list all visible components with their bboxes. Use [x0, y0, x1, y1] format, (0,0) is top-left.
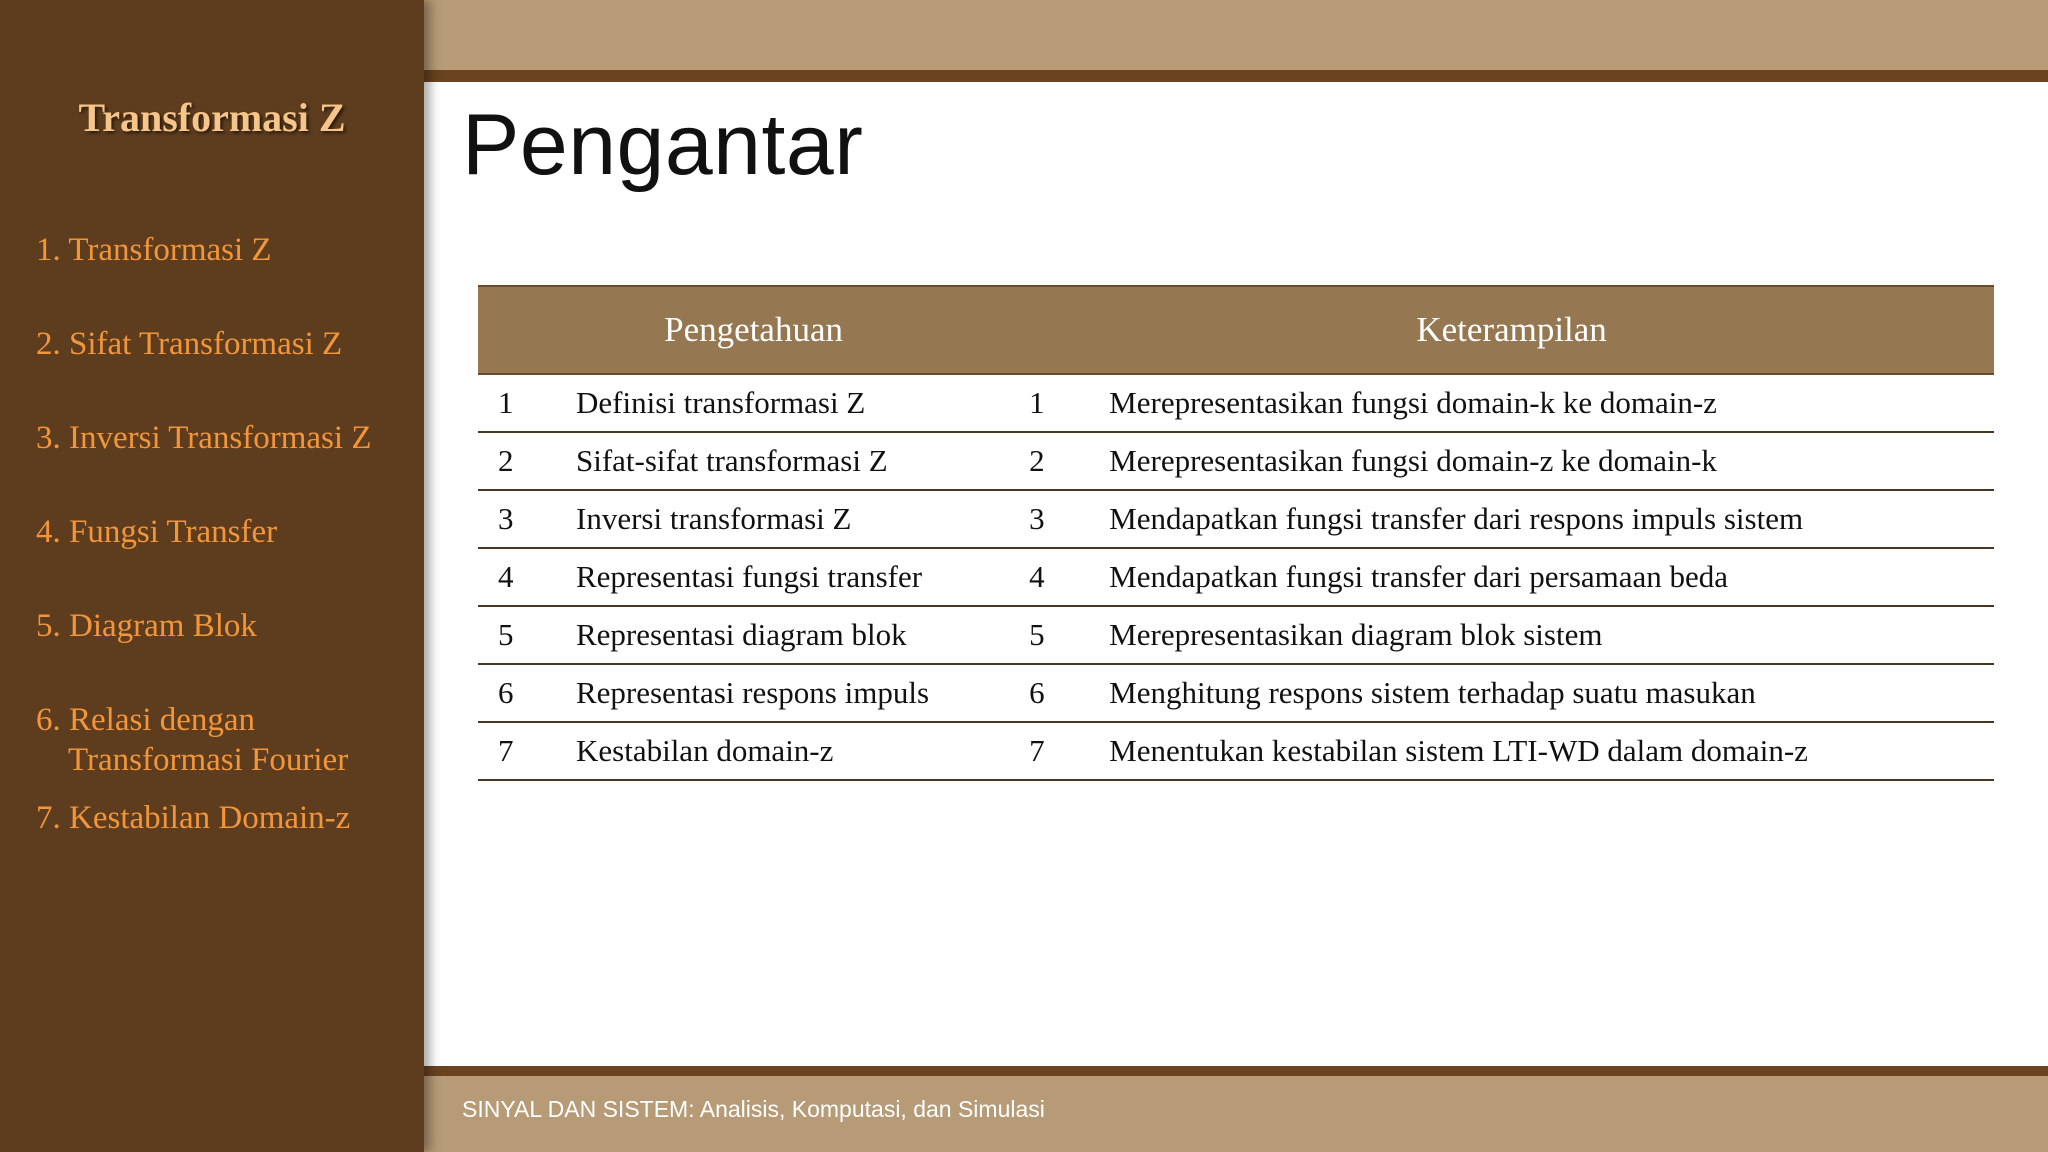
- sidebar-item-kestabilan-domain-z[interactable]: 7. Kestabilan Domain-z: [36, 800, 351, 836]
- page-title: Pengantar: [462, 97, 864, 193]
- table-row: 3 Inversi transformasi Z 3 Mendapatkan fungsi transfer dari respons impuls sistem: [478, 490, 1994, 548]
- table-row: 5 Representasi diagram blok 5 Merepresentasikan diagram blok sistem: [478, 606, 1994, 664]
- sidebar-item-sifat-transformasi-z[interactable]: 2. Sifat Transformasi Z: [36, 326, 343, 362]
- footer-text: SINYAL DAN SISTEM: Analisis, Komputasi, dan Simulasi: [462, 1096, 1045, 1122]
- sidebar-title: Transformasi Z: [78, 95, 346, 140]
- sidebar-item-diagram-blok[interactable]: 5. Diagram Blok: [36, 608, 257, 644]
- header-pengetahuan: Pengetahuan: [478, 286, 1029, 374]
- sidebar-item-fungsi-transfer[interactable]: 4. Fungsi Transfer: [36, 514, 278, 550]
- header-keterampilan: Keterampilan: [1029, 286, 1994, 374]
- table-row: 2 Sifat-sifat transformasi Z 2 Merepresentasikan fungsi domain-z ke domain-k: [478, 432, 1994, 490]
- sidebar: [0, 0, 424, 1152]
- sidebar-item-inversi-transformasi-z[interactable]: 3. Inversi Transformasi Z: [36, 420, 372, 456]
- table-row: 4 Representasi fungsi transfer 4 Mendapatkan fungsi transfer dari persamaan beda: [478, 548, 1994, 606]
- competency-table: [478, 285, 1994, 781]
- top-band: [424, 0, 2048, 70]
- table-row: 7 Kestabilan domain-z 7 Menentukan kestabilan sistem LTI-WD dalam domain-z: [478, 722, 1994, 780]
- sidebar-item-relasi-fourier[interactable]: 6. Relasi dengan Transformasi Fourier: [36, 702, 349, 778]
- top-divider: [424, 70, 2048, 82]
- table-row: 1 Definisi transformasi Z 1 Merepresentasikan fungsi domain-k ke domain-z: [478, 374, 1994, 432]
- table-row: 6 Representasi respons impuls 6 Menghitung respons sistem terhadap suatu masukan: [478, 664, 1994, 722]
- sidebar-item-transformasi-z[interactable]: 1. Transformasi Z: [36, 232, 272, 268]
- bottom-divider: [424, 1066, 2048, 1076]
